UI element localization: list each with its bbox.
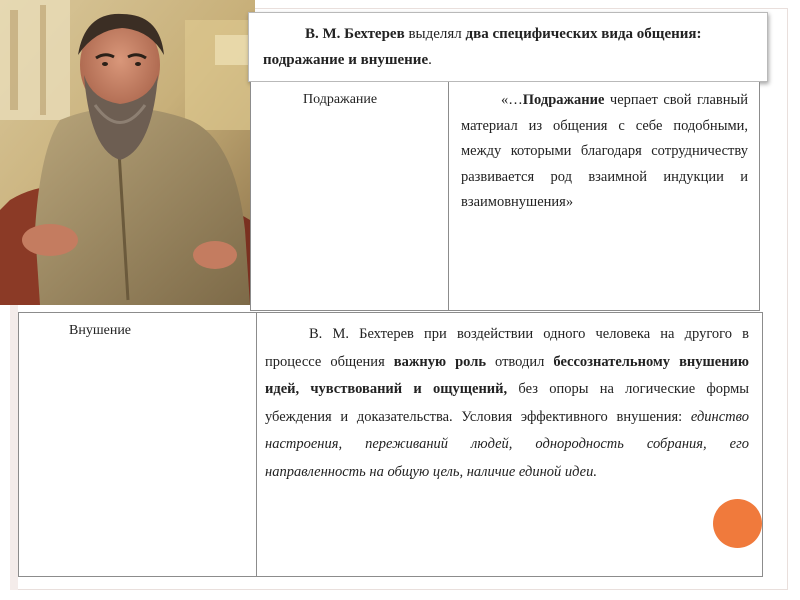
quote-term: Подражание bbox=[522, 92, 605, 108]
desc-text-1: В. М. Бехтерев при воздействии одного человека на другого в процессе общения bbox=[265, 326, 749, 370]
desc-bold-1: важную роль bbox=[393, 353, 486, 370]
title-verb: выделял bbox=[404, 26, 466, 42]
quote-text: черпает свой главный материал из общения с себе подобными, между которыми благодаря сотрудничеству развивается род взаимной индукции и взаимовнушения» bbox=[461, 92, 748, 210]
quote-open: «… bbox=[501, 92, 523, 108]
table-column-divider bbox=[256, 313, 257, 576]
suggestion-description bbox=[265, 321, 749, 486]
imitation-label: Подражание bbox=[303, 92, 378, 107]
imitation-quote bbox=[461, 88, 748, 216]
suggestion-label: Внушение bbox=[69, 323, 132, 338]
title-period: . bbox=[428, 52, 432, 68]
title-author: В. М. Бехтерев bbox=[305, 26, 405, 42]
imitation-table bbox=[250, 82, 760, 311]
title-topic: два специфических вида общения: подражание и внушение bbox=[263, 26, 702, 68]
desc-text-2: отводил bbox=[486, 353, 554, 370]
slide-title-box bbox=[248, 12, 768, 82]
table-column-divider bbox=[448, 82, 449, 310]
bekhterev-portrait bbox=[0, 0, 255, 305]
desc-text-3: без опоры на логические формы убеждения и доказательства. Условия эффективного внушения: bbox=[265, 381, 750, 425]
accent-circle bbox=[713, 499, 762, 548]
desc-bold-2: бессознательному внушению идей, чувствований и ощущений, bbox=[265, 353, 749, 397]
suggestion-table bbox=[18, 312, 763, 577]
desc-conditions: единство настроения, переживаний людей, однородность собрания, его направленность на общую цель, наличие единой идеи. bbox=[265, 408, 749, 480]
